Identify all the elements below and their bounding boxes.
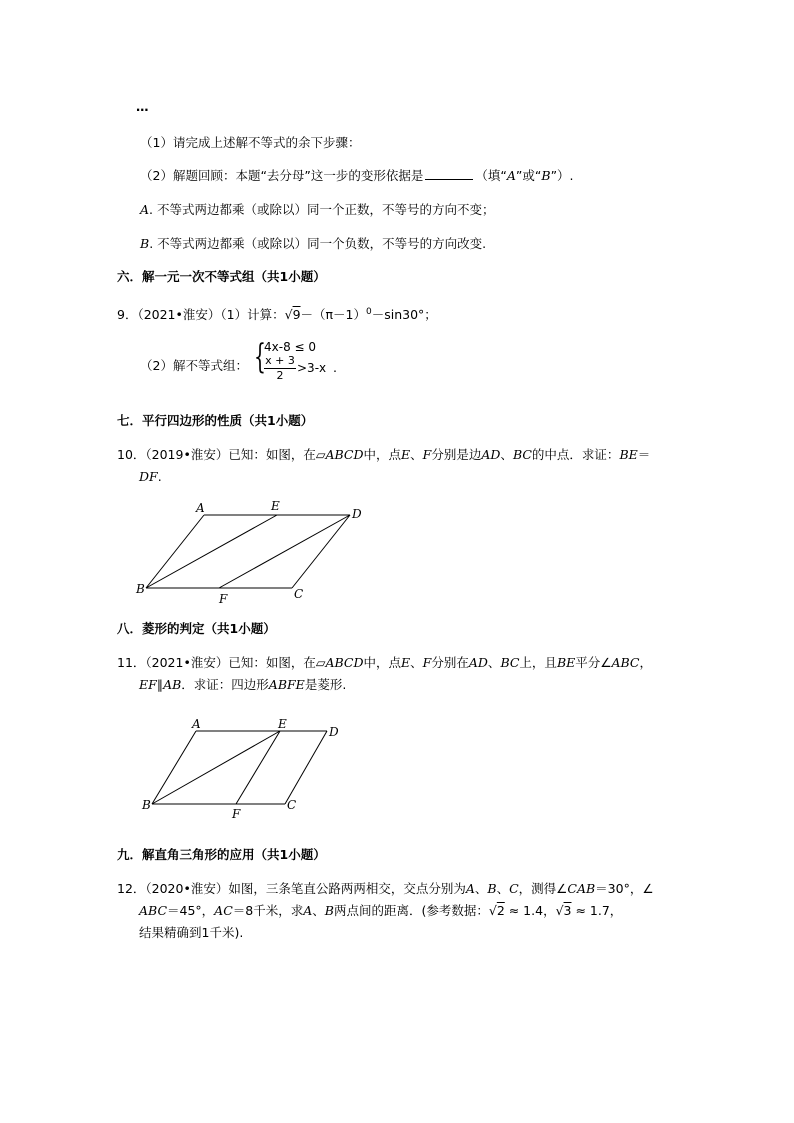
vertex-label-b: B xyxy=(136,582,145,596)
system-end: . xyxy=(333,360,337,375)
radicand: 9 xyxy=(292,307,301,323)
math-var: C xyxy=(509,881,519,896)
q11-line2 xyxy=(139,676,346,694)
math-var: B xyxy=(324,903,334,918)
q12-text: 、 xyxy=(312,903,325,918)
system-fraction-numerator: x + 3 xyxy=(265,354,295,367)
option-label: B xyxy=(140,236,150,251)
segment-be xyxy=(152,731,280,804)
vertex-label-e: E xyxy=(278,717,287,731)
math-var: A xyxy=(465,881,475,896)
sqrt-2 xyxy=(489,903,505,918)
q10-text: . xyxy=(157,469,162,484)
q12-text: 、 xyxy=(496,881,510,896)
q8-choice-B: B xyxy=(541,168,551,183)
q10-line2 xyxy=(139,468,162,486)
q10-text: 、 xyxy=(410,447,423,462)
exponent: 0 xyxy=(366,307,372,317)
radicand: 3 xyxy=(563,903,572,918)
option-label: A xyxy=(140,202,150,217)
q8-option-b xyxy=(140,235,486,253)
q12-text: 、 xyxy=(474,881,488,896)
vertex-label-a: A xyxy=(196,501,205,515)
q12-line1 xyxy=(117,880,654,898)
q10-text: 10．（2019•淮安）已知：如图，在▱ xyxy=(117,447,326,462)
q11-text: 分别在 xyxy=(431,655,469,670)
math-var: ABC xyxy=(139,903,168,918)
system-inequality-rest: >3-x xyxy=(297,361,327,375)
q9-line1 xyxy=(117,303,437,324)
q8-part2-text: （2）解题回顾：本题“去分母”这一步的变形依据是 xyxy=(140,168,424,183)
q12-line2 xyxy=(139,902,622,920)
q8-choice-A: A xyxy=(506,168,516,183)
q10-line1 xyxy=(117,446,650,464)
sqrt-9 xyxy=(285,307,301,322)
segment-df xyxy=(219,515,350,588)
sqrt-sign: √ xyxy=(488,903,497,918)
vertex-label-c: C xyxy=(287,798,297,812)
vertex-label-d: D xyxy=(329,725,339,739)
q8-part1: （1）请完成上述解不等式的余下步骤： xyxy=(140,135,361,150)
q12-text: ≈ 1.7， xyxy=(571,903,623,918)
math-var: E xyxy=(401,655,411,670)
section-8-title: 八．菱形的判定（共1小题） xyxy=(117,621,276,636)
section-6-title: 六．解一元一次不等式组（共1小题） xyxy=(117,269,326,284)
q12-text: ＝30°，∠ xyxy=(595,881,654,896)
math-var: ABFE xyxy=(268,677,305,692)
math-var: BE xyxy=(556,655,576,670)
math-var: EF xyxy=(139,677,157,692)
sqrt-sign: √ xyxy=(555,903,564,918)
q9-text: 9．（2021•淮安）（1）计算： xyxy=(117,307,285,323)
ellipsis: … xyxy=(136,99,149,114)
q10-parallelogram-figure xyxy=(130,492,370,607)
math-var: DF xyxy=(139,469,158,484)
vertex-label-d: D xyxy=(352,507,362,521)
vertex-label-b: B xyxy=(142,798,151,812)
q11-text: 、 xyxy=(410,655,423,670)
segment-be xyxy=(146,515,277,588)
q8-part2-text: ”或“ xyxy=(515,168,542,183)
q11-line1 xyxy=(117,654,652,672)
q11-text: ， xyxy=(639,655,652,670)
q12-line3: 结果精确到1千米). xyxy=(139,925,244,940)
option-text: . 不等式两边都乘（或除以）同一个正数，不等号的方向不变； xyxy=(149,202,495,217)
math-var: ABCD xyxy=(325,655,364,670)
q8-part2 xyxy=(140,167,574,185)
math-var: F xyxy=(422,655,432,670)
section-9-title: 九．解直角三角形的应用（共1小题） xyxy=(117,847,326,862)
q11-text: 上，且 xyxy=(519,655,557,670)
option-text: . 不等式两边都乘（或除以）同一个负数，不等号的方向改变. xyxy=(149,236,487,251)
q11-text: 11．（2021•淮安）已知：如图，在▱ xyxy=(117,655,326,670)
math-var: BC xyxy=(500,655,520,670)
sqrt-sign: √ xyxy=(284,307,293,323)
math-var: F xyxy=(422,447,432,462)
math-var: BC xyxy=(512,447,532,462)
q9-text: －（π－1） xyxy=(300,307,366,323)
system-fraction-denominator: 2 xyxy=(276,369,284,382)
q12-text: ＝8千米，求 xyxy=(232,903,304,918)
vertex-label-f: F xyxy=(232,807,241,821)
vertex-label-a: A xyxy=(192,717,201,731)
vertex-label-f: F xyxy=(219,592,228,606)
math-var: ABCD xyxy=(325,447,364,462)
q11-text: 平分∠ xyxy=(575,655,612,670)
math-var: ABC xyxy=(611,655,640,670)
math-var: BE xyxy=(619,447,638,462)
math-var: AD xyxy=(481,447,501,462)
q10-text: 的中点．求证： xyxy=(531,447,620,462)
answer-blank xyxy=(425,167,473,180)
math-var: AB xyxy=(163,677,182,692)
q11-text: 是菱形. xyxy=(304,677,347,692)
edge-dc xyxy=(285,731,327,804)
q12-text: 两点间的距离．(参考数据： xyxy=(333,903,489,918)
q11-parallelogram-figure xyxy=(132,712,352,822)
math-var: AD xyxy=(468,655,488,670)
q9-part2-label: （2）解不等式组： xyxy=(140,358,248,373)
q12-text: ，测得∠ xyxy=(518,881,568,896)
q11-text: 中，点 xyxy=(363,655,402,670)
q8-option-a xyxy=(140,201,494,219)
vertex-label-c: C xyxy=(294,587,304,601)
section-7-title: 七．平行四边形的性质（共1小题） xyxy=(117,413,314,428)
q10-text: 中，点 xyxy=(363,447,402,462)
math-var: AC xyxy=(214,903,233,918)
math-var: B xyxy=(487,881,497,896)
sqrt-3 xyxy=(556,903,572,918)
math-var: A xyxy=(303,903,313,918)
q10-text: 分别是边 xyxy=(431,447,482,462)
q8-part2-text: （填“ xyxy=(475,168,507,183)
system-brace: { xyxy=(254,337,266,377)
segment-ef xyxy=(236,731,280,804)
radicand: 2 xyxy=(496,903,505,918)
q11-text: ∥ xyxy=(156,677,164,692)
math-var: E xyxy=(401,447,411,462)
edge-ba xyxy=(146,515,204,588)
q11-text: 、 xyxy=(487,655,501,670)
q8-part2-text: ”）. xyxy=(550,168,574,183)
q12-text: ＝45°， xyxy=(167,903,215,918)
q9-text: －sin30°； xyxy=(371,307,437,323)
edge-dc xyxy=(292,515,350,588)
math-var: CAB xyxy=(567,881,596,896)
q10-text: ＝ xyxy=(637,447,651,462)
q11-text: ．求证：四边形 xyxy=(181,677,269,692)
q10-text: 、 xyxy=(500,447,513,462)
q12-text: ≈ 1.4， xyxy=(504,903,556,918)
q12-text: 12．（2020•淮安）如图，三条笔直公路两两相交，交点分别为 xyxy=(117,881,466,896)
system-line-1: 4x-8 ≤ 0 xyxy=(264,340,317,354)
vertex-label-e: E xyxy=(271,499,280,513)
edge-ba xyxy=(152,731,196,804)
